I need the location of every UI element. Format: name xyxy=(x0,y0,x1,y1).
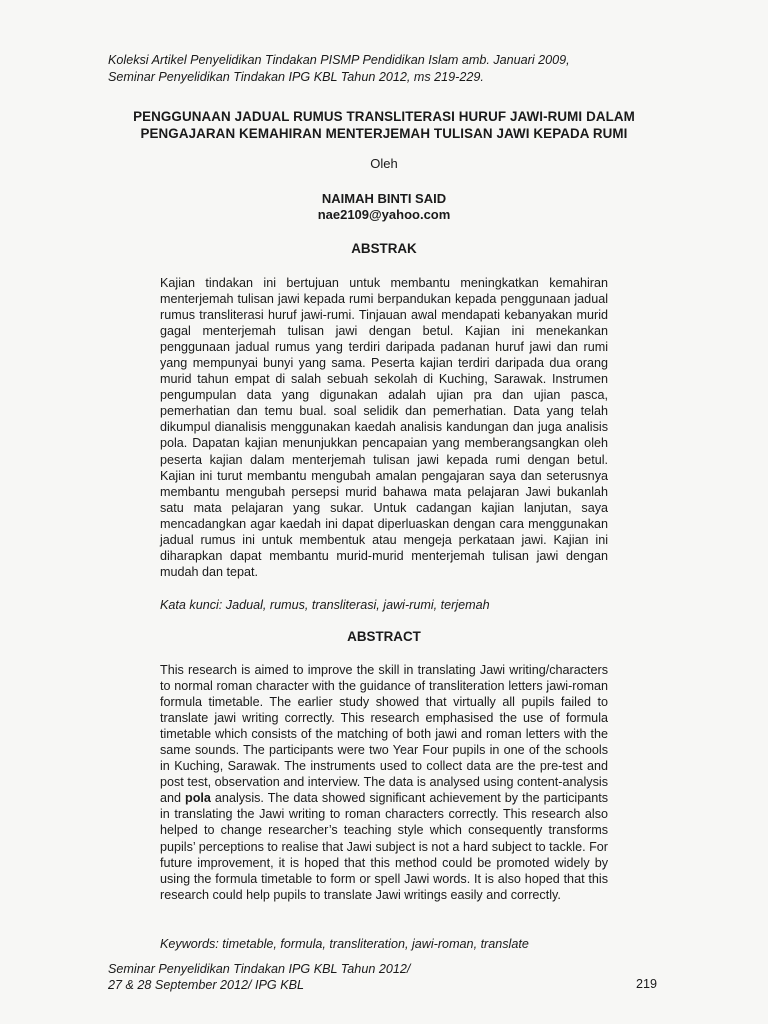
title-line-1: PENGGUNAAN JADUAL RUMUS TRANSLITERASI HURUF JAWI-RUMI DALAM xyxy=(133,109,635,124)
abstrak-body: Kajian tindakan ini bertujuan untuk membantu meningkatkan kemahiran menterjemah tulisan jawi kepada rumi berpandukan kepada penggunaan jadual rumus transliterasi huruf jawi-rumi. Tinjauan awal mendapati kebanyakan murid gagal menterjemah tulisan jawi dengan betul. Kajian ini menekankan penggunaan jadual rumus yang terdiri daripada padanan huruf jawi dan rumi yang mempunyai bunyi yang sama. Peserta kajian terdiri daripada dua orang murid tahun empat di salah sebuah sekolah di Kuching, Sarawak. Instrumen pengumpulan data yang digunakan adalah ujian pra dan ujian pasca, pemerhatian dan temu bual. soal selidik dan pemerhatian. Data yang telah dikumpul dianalisis menggunakan kaedah analisis kandungan dan juga analisis pola. Dapatan kajian menunjukkan pencapaian yang memberangsangkan oleh peserta kajian dalam menterjemah tulisan jawi kepada rumi dengan betul. Kajian ini turut membantu mengubah amalan pengajaran saya dan seterusnya membantu mengubah persepsi murid bahawa mata pelajaran Jawi bukanlah satu mata pelajaran yang sukar. Untuk cadangan kajian lanjutan, saya mencadangkan agar kaedah ini dapat diperluaskan dengan cara menggunakan jadual rumus ini untuk membentuk atau mengeja perkataan jawi. Kajian ini diharapkan dapat membantu murid-murid menterjemah tulisan jawi dengan mudah dan tepat. xyxy=(160,276,608,579)
header-line-1: Koleksi Artikel Penyelidikan Tindakan PISMP Pendidikan Islam amb. Januari 2009, xyxy=(108,53,570,67)
running-header xyxy=(108,52,668,86)
abstract-body-part-1: This research is aimed to improve the skill in translating Jawi writing/characters to normal roman character with the guidance of transliteration letters jawi-roman formula timetable. The earlier study showed that virtually all pupils failed to translate jawi writing correctly. This research emphasised the use of formula timetable which consists of the matching of both jawi and roman letters with the same sounds. The participants were two Year Four pupils in one of the schools in Kuching, Sarawak. The instruments used to collect data are the pre-test and post test, observation and interview. The data is analysed using content-analysis and xyxy=(160,663,608,806)
abstrak-heading: ABSTRAK xyxy=(351,241,417,256)
author-name: NAIMAH BINTI SAID xyxy=(321,191,447,206)
author-email: nae2109@yahoo.com xyxy=(317,207,451,222)
title-line-2: PENGAJARAN KEMAHIRAN MENTERJEMAH TULISAN JAWI KEPADA RUMI xyxy=(140,126,628,141)
byline-oleh: Oleh xyxy=(370,156,398,171)
abstract-bold-word: pola xyxy=(185,791,211,806)
kata-kunci: Kata kunci: Jadual, rumus, transliterasi, jawi-rumi, terjemah xyxy=(160,598,490,612)
abstract-heading: ABSTRACT xyxy=(347,629,421,644)
abstract-body-part-2: analysis. The data showed significant achievement by the participants in translating the Jawi writing to roman characters correctly. This research also helped to change researcher’s teaching style which consequently transforms pupils’ perceptions to realise that Jawi subject is not a hard subject to tackle. For future improvement, it is hoped that this method could be promoted widely by using the formula timetable to form or spell Jawi words. It is also hoped that this research could help pupils to translate Jawi writings easily and correctly. xyxy=(160,791,609,902)
page-number: 219 xyxy=(636,977,658,991)
footer-line-2: 27 & 28 September 2012/ IPG KBL xyxy=(108,978,305,992)
abstract-body xyxy=(160,662,608,903)
header-line-2: Seminar Penyelidikan Tindakan IPG KBL Tahun 2012, ms 219-229. xyxy=(108,70,484,84)
keywords-english: Keywords: timetable, formula, transliteration, jawi-roman, translate xyxy=(160,937,529,951)
footer-line-1: Seminar Penyelidikan Tindakan IPG KBL Tahun 2012/ xyxy=(108,962,411,976)
page-footer xyxy=(108,961,410,993)
paper-title xyxy=(80,108,688,142)
